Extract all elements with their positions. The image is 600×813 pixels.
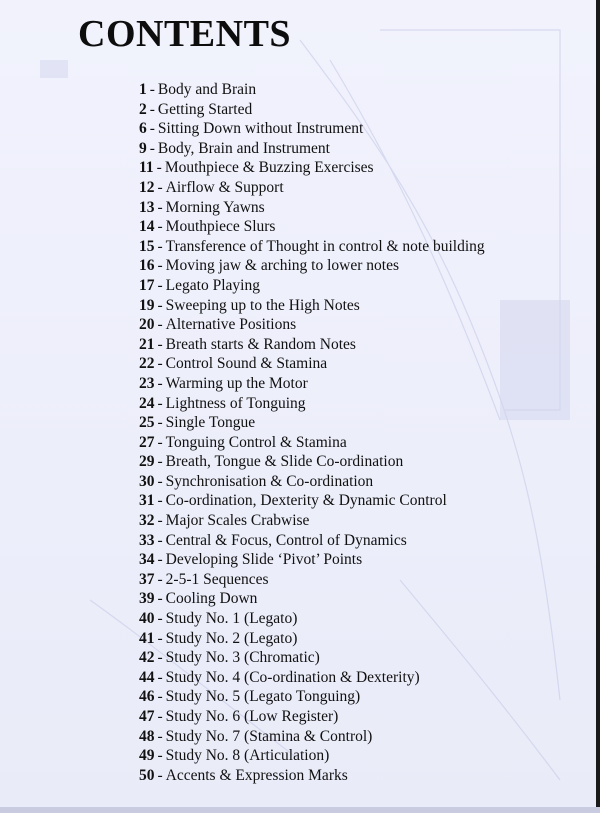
toc-separator: -: [157, 708, 163, 725]
toc-entry: [139, 394, 485, 414]
toc-separator: -: [157, 276, 163, 294]
toc-separator: -: [156, 159, 162, 177]
toc-separator: -: [157, 414, 163, 432]
toc-entry-title: Getting Started: [157, 100, 253, 118]
toc-entry-title: Airflow & Support: [165, 178, 284, 196]
toc-entry-title: Study No. 7 (Stamina & Control): [165, 727, 373, 745]
toc-entry: [139, 237, 485, 257]
toc-page-number: 15: [139, 237, 155, 255]
toc-page-number: 2: [139, 100, 147, 118]
toc-separator: -: [157, 492, 163, 510]
toc-entry-title: Lightness of Tonguing: [165, 394, 306, 412]
toc-entry: [139, 746, 485, 766]
toc-entry: [139, 335, 485, 355]
toc-separator: -: [157, 747, 163, 765]
toc-entry: [139, 707, 485, 727]
toc-entry: [139, 256, 485, 276]
toc-entry: [139, 413, 485, 433]
toc-page-number: 42: [139, 649, 155, 667]
toc-page-number: 33: [139, 531, 155, 549]
toc-page-number: 32: [139, 512, 155, 530]
toc-page-number: 31: [139, 492, 155, 510]
toc-entry: [139, 374, 485, 394]
toc-entry: [139, 668, 485, 688]
toc-entry: [139, 648, 485, 668]
toc-page-number: 20: [139, 316, 155, 334]
toc-entry-title: Accents & Expression Marks: [165, 766, 348, 784]
toc-entry: [139, 629, 485, 649]
toc-entry: [139, 609, 485, 629]
toc-entry: [139, 766, 485, 786]
toc-page-number: 49: [139, 747, 155, 765]
toc-page-number: 1: [139, 81, 147, 98]
toc-page-number: 47: [139, 708, 155, 725]
toc-separator: -: [157, 374, 163, 392]
toc-page-number: 23: [139, 374, 155, 392]
toc-page-number: 19: [139, 296, 155, 314]
toc-entry-title: Central & Focus, Control of Dynamics: [165, 531, 407, 549]
toc-entry: [139, 687, 485, 707]
toc-entry: [139, 80, 485, 100]
toc-entry-title: Single Tongue: [165, 414, 256, 432]
toc-entry-title: Sweeping up to the High Notes: [165, 296, 360, 314]
toc-entry: [139, 433, 485, 453]
toc-entry-title: Control Sound & Stamina: [165, 355, 328, 373]
toc-page-number: 22: [139, 355, 155, 373]
toc-page-number: 6: [139, 120, 147, 138]
toc-separator: -: [157, 512, 163, 530]
toc-page-number: 16: [139, 257, 155, 275]
toc-entry-title: Warming up the Motor: [165, 374, 308, 392]
toc-page-number: 12: [139, 178, 155, 196]
toc-entry-title: Developing Slide ‘Pivot’ Points: [165, 551, 363, 569]
toc-entry: [139, 119, 485, 139]
toc-page-number: 24: [139, 394, 155, 412]
toc-entry-title: Study No. 4 (Co-ordination & Dexterity): [165, 668, 420, 686]
toc-entry: [139, 354, 485, 374]
toc-separator: -: [157, 649, 163, 667]
toc-separator: -: [157, 688, 163, 706]
toc-separator: -: [149, 100, 155, 118]
toc-page-number: 37: [139, 570, 155, 588]
toc-entry-title: Study No. 1 (Legato): [165, 610, 298, 628]
toc-separator: -: [157, 394, 163, 412]
toc-entry: [139, 276, 485, 296]
page-title: CONTENTS: [78, 13, 292, 55]
toc-entry: [139, 550, 485, 570]
toc-separator: -: [157, 472, 163, 490]
toc-entry-title: Tonguing Control & Stamina: [165, 433, 347, 451]
toc-separator: -: [157, 766, 163, 784]
toc-entry-title: Cooling Down: [165, 590, 258, 608]
toc-entry: [139, 472, 485, 492]
toc-page-number: 25: [139, 414, 155, 432]
toc-separator: -: [157, 453, 163, 471]
toc-entry-title: Study No. 5 (Legato Tonguing): [165, 688, 361, 706]
toc-separator: -: [157, 296, 163, 314]
toc-page-number: 41: [139, 629, 155, 647]
toc-entry: [139, 491, 485, 511]
toc-separator: -: [157, 257, 163, 275]
toc-entry-title: 2-5-1 Sequences: [165, 570, 269, 588]
toc-entry-title: Breath, Tongue & Slide Co-ordination: [165, 453, 404, 471]
toc-entry-title: Major Scales Crabwise: [165, 512, 310, 530]
toc-separator: -: [157, 610, 163, 628]
toc-separator: -: [157, 668, 163, 686]
toc-entry-title: Study No. 3 (Chromatic): [165, 649, 320, 667]
toc-entry: [139, 452, 485, 472]
toc-separator: -: [149, 120, 155, 138]
toc-separator: -: [157, 237, 163, 255]
page-bottom-edge: [0, 807, 600, 813]
page-edge-shadow: [596, 0, 600, 813]
toc-entry-title: Mouthpiece & Buzzing Exercises: [164, 159, 374, 177]
toc-page-number: 48: [139, 727, 155, 745]
toc-separator: -: [157, 531, 163, 549]
toc-page-number: 17: [139, 276, 155, 294]
toc-entry-title: Alternative Positions: [165, 316, 297, 334]
toc-entry: [139, 315, 485, 335]
toc-entry: [139, 570, 485, 590]
toc-page-number: 50: [139, 766, 155, 784]
toc-separator: -: [157, 198, 163, 216]
toc-entry: [139, 198, 485, 218]
table-of-contents: [139, 80, 485, 785]
toc-entry: [139, 158, 485, 178]
toc-page-number: 27: [139, 433, 155, 451]
toc-entry-title: Mouthpiece Slurs: [165, 218, 276, 236]
toc-separator: -: [157, 727, 163, 745]
toc-separator: -: [157, 355, 163, 373]
toc-entry-title: Body and Brain: [157, 81, 257, 98]
toc-separator: -: [157, 551, 163, 569]
toc-page-number: 9: [139, 139, 147, 157]
toc-separator: -: [157, 629, 163, 647]
toc-entry-title: Moving jaw & arching to lower notes: [165, 257, 399, 275]
toc-entry-title: Co-ordination, Dexterity & Dynamic Control: [165, 492, 447, 510]
toc-page-number: 34: [139, 551, 155, 569]
toc-entry: [139, 511, 485, 531]
toc-separator: -: [157, 178, 163, 196]
toc-entry-title: Study No. 2 (Legato): [165, 629, 298, 647]
toc-page-number: 14: [139, 218, 155, 236]
toc-page-number: 44: [139, 668, 155, 686]
toc-page-number: 46: [139, 688, 155, 706]
toc-entry-title: Breath starts & Random Notes: [165, 335, 356, 353]
toc-separator: -: [157, 433, 163, 451]
toc-entry-title: Sitting Down without Instrument: [157, 120, 364, 138]
toc-page-number: 29: [139, 453, 155, 471]
toc-entry: [139, 531, 485, 551]
toc-entry: [139, 178, 485, 198]
toc-page-number: 30: [139, 472, 155, 490]
toc-separator: -: [157, 570, 163, 588]
toc-entry-title: Study No. 6 (Low Register): [165, 708, 339, 725]
toc-separator: -: [157, 316, 163, 334]
toc-entry-title: Body, Brain and Instrument: [157, 139, 330, 157]
toc-entry: [139, 217, 485, 237]
toc-entry-title: Morning Yawns: [165, 198, 265, 216]
toc-separator: -: [157, 590, 163, 608]
toc-entry-title: Study No. 8 (Articulation): [165, 747, 330, 765]
toc-entry-title: Synchronisation & Co-ordination: [165, 472, 374, 490]
toc-page-number: 21: [139, 335, 155, 353]
toc-entry: [139, 727, 485, 747]
toc-page-number: 40: [139, 610, 155, 628]
toc-entry: [139, 296, 485, 316]
toc-entry-title: Transference of Thought in control & note building: [165, 237, 485, 255]
toc-separator: -: [157, 218, 163, 236]
toc-entry-title: Legato Playing: [165, 276, 260, 294]
toc-page-number: 39: [139, 590, 155, 608]
toc-page-number: 11: [139, 159, 154, 177]
toc-entry: [139, 139, 485, 159]
toc-separator: -: [149, 139, 155, 157]
toc-separator: -: [157, 335, 163, 353]
toc-entry: [139, 589, 485, 609]
toc-separator: -: [149, 81, 155, 98]
toc-page-number: 13: [139, 198, 155, 216]
toc-entry: [139, 100, 485, 120]
